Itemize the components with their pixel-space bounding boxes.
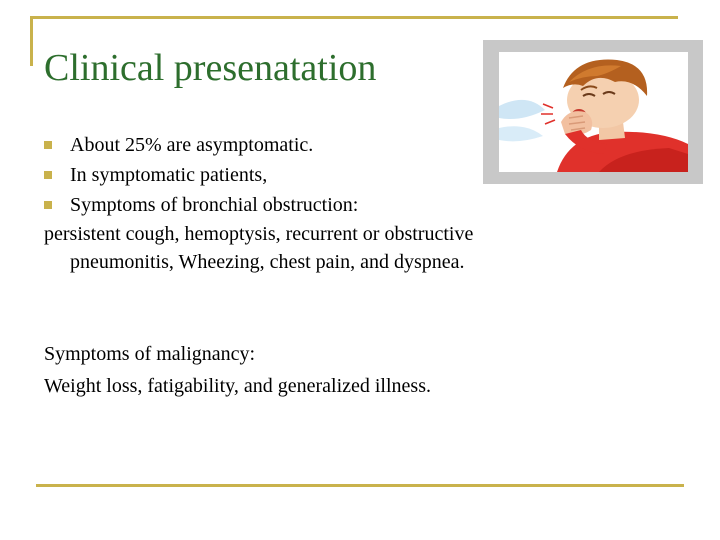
bullet-square-icon [44,141,52,149]
bullet-square-icon [44,201,52,209]
bullet-list [44,130,358,220]
slide-title: Clinical presenatation [44,47,377,89]
malignancy-text: Weight loss, fatigability, and generalized illness. [44,375,431,397]
coughing-person-icon [499,52,688,172]
malignancy-heading: Symptoms of malignancy: [44,343,256,365]
left-rule [30,16,33,66]
obstruction-symptoms-line: pneumonitis, Wheezing, chest pain, and dyspnea. [70,251,465,273]
malignancy-section [44,338,431,402]
list-item [44,160,358,190]
obstruction-symptoms-line: persistent cough, hemoptysis, recurrent or obstructive [44,223,474,245]
bullet-text: Symptoms of bronchial obstruction: [70,194,359,216]
bullet-text: About 25% are asymptomatic. [70,134,314,156]
list-item [44,130,358,160]
bullet-square-icon [44,171,52,179]
top-rule [32,16,678,19]
obstruction-symptoms-paragraph [44,220,684,276]
bullet-text: In symptomatic patients, [70,164,268,186]
coughing-person-illustration [483,40,703,184]
bottom-rule [36,484,684,487]
list-item [44,190,358,220]
